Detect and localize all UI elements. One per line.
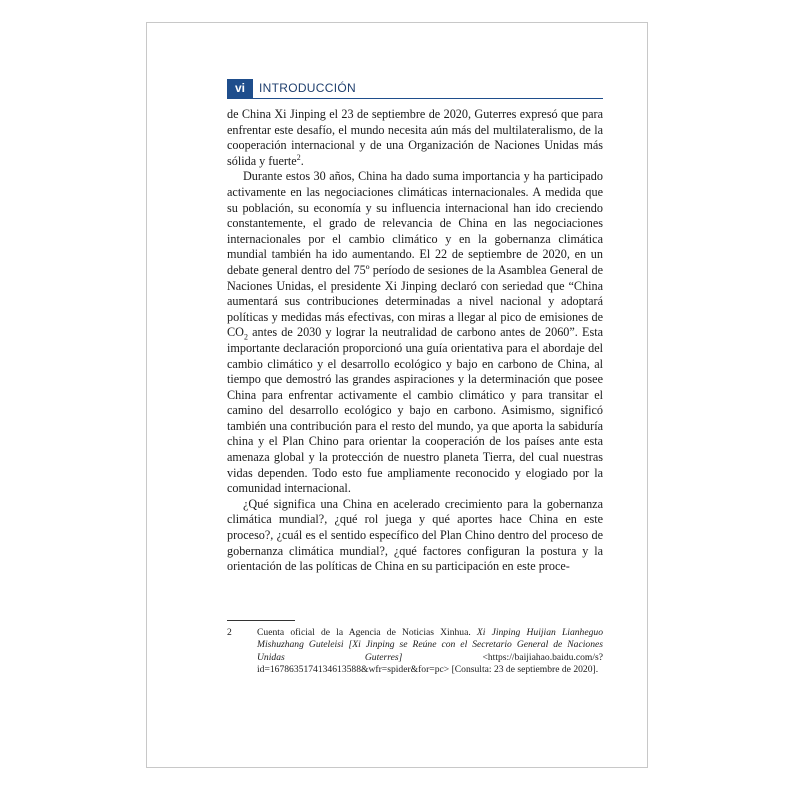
page-number: vi [227, 79, 253, 98]
footnote-text-plain: Cuenta oficial de la Agencia de Noticias Xinhua. [257, 627, 477, 638]
running-header [227, 79, 603, 99]
footnote-text-end: <https://baijiahao.baidu.com/s?id=1678635174134613588&wfr=spider&for=pc> [Consulta: 23 de septiembre de 2020]. [257, 651, 603, 676]
body-text [227, 107, 603, 575]
footnote-text-italic: Xi Jinping Huijian Lianheguo Mishuzhang Guteleisi [Xi Jinping se Reúne con el Secretario General de Naciones Unidas Guterres] [257, 627, 603, 663]
paragraph-3 [227, 497, 603, 575]
footnote-text [257, 627, 603, 677]
paragraph-2-text-b: antes de 2030 y lograr la neutralidad de carbono antes de 2060”. Esta importante declaración proporcionó una guía orientativa para el abordaje del cambio climático y el desarrollo ecológico y bajo en carbono de China, al tiempo que demostró las grandes aspiraciones y la determinación que posee China para enfrentar activamente el cambio climático y para transitar el camino del desarrollo ecológico y bajo en carbono. Asimismo, significó también una contribución para el resto del mundo, ya que aporta la sabiduría china y el Plan Chino para orientar la cooperación de los países ante esta amenaza global y la protección de nuestro planeta Tierra, del cual nuestras vidas dependen. Todo esto fue ampliamente reconocido y elogiado por la comunidad internacional. [227, 325, 603, 496]
paragraph-2-text-a: Durante estos 30 años, China ha dado suma importancia y ha participado activamente en las negociaciones climáticas internacionales. A medida que su población, su economía y su influencia internacional han ido creciendo constantemente, el grado de relevancia de China en las negociaciones internacionales por el cambio climático y en la gobernanza climática mundial también ha ido aumentando. El 22 de septiembre de 2020, en un debate general dentro del 75º período de sesiones de la Asamblea General de Naciones Unidas, el presidente Xi Jinping declaró con seriedad que “China aumentará sus contribuciones determinadas a nivel nacional y adoptará políticas y medidas más efectivas, con miras a llegar al pico de emisiones de CO [227, 169, 603, 340]
co2-subscript: 2 [243, 332, 248, 342]
footnote-divider [227, 620, 295, 621]
footnote-ref: 2 [296, 152, 301, 162]
section-title: INTRODUCCIÓN [259, 81, 356, 95]
paragraph-3-text: ¿Qué significa una China en acelerado crecimiento para la gobernanza climática mundial?, ¿qué rol juega y qué aportes hace China en este proceso?, ¿cuál es el sentido específico del Plan Chino dentro del proceso de gobernanza climática mundial?, ¿qué factores configuran la postura y la orientación de las políticas de China en su participación en este proce- [227, 496, 603, 574]
book-page [146, 22, 648, 768]
paragraph-1-end: . [300, 153, 304, 168]
paragraph-1 [227, 107, 603, 169]
paragraph-2 [227, 169, 603, 496]
footnote-number: 2 [227, 627, 232, 638]
footnote [227, 627, 603, 677]
paragraph-1-text: de China Xi Jinping el 23 de septiembre de 2020, Guterres expresó que para enfrentar este desafío, el mundo necesita aún más del multilateralismo, de la cooperación internacional y de una Organización de Naciones Unidas más sólida y fuerte [227, 107, 603, 168]
